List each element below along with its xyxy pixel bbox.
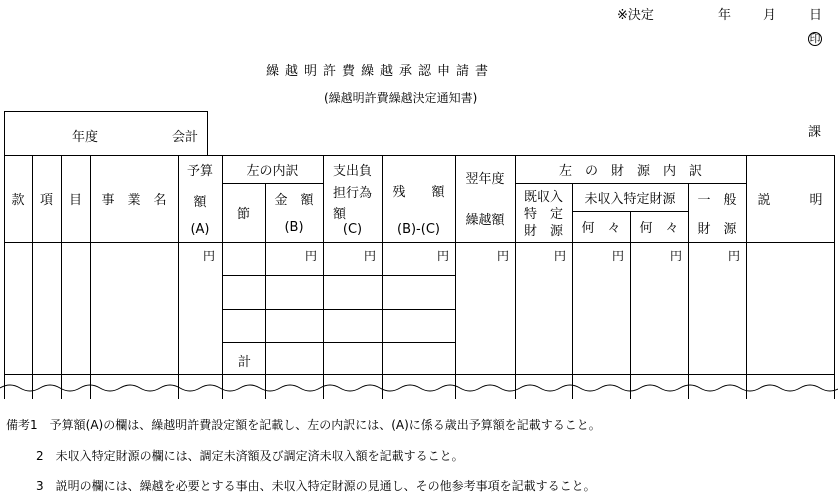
col-balance: 残 額 (392, 184, 445, 200)
col-expend-2: 担行為 (332, 185, 372, 201)
unit-yen-balance: 円 (437, 249, 450, 263)
unit-yen-budget: 円 (203, 249, 216, 263)
col-budget-top: 予算 (186, 163, 213, 179)
col-description: 説 明 (757, 193, 823, 208)
year-label: 年 (718, 8, 732, 23)
col-balance-formula: (B)-(C) (397, 221, 440, 237)
col-project-name: 事 業 名 (101, 193, 167, 208)
document-title: 繰越明許費繰越承認申請書 (266, 64, 495, 79)
seal-mark: 印 (809, 32, 821, 45)
rule (207, 111, 208, 155)
col-general-1: 一 般 (697, 192, 737, 208)
col-budget-a: (A) (190, 221, 210, 237)
col-expend-3: 額 (333, 206, 347, 222)
rule (455, 155, 456, 399)
unit-yen-general: 円 (728, 249, 741, 263)
col-nanigashi-2: 何 々 (639, 221, 679, 236)
day-label: 日 (809, 8, 823, 23)
rule (222, 342, 455, 343)
note-3: 3 説明の欄には、繰越を必要とする事由、未収入特定財源の見通し、その他参考事項を記載すること。 (36, 479, 596, 493)
unit-yen-amount: 円 (305, 249, 318, 263)
decision-mark: ※決定 (617, 8, 654, 23)
note-1: 備考1 予算額(A)の欄は、繰越明許費設定額を記載し、左の内訳には、(A)に係る歳出予算額を記載すること。 (6, 418, 601, 432)
unit-yen-nanigashi-2: 円 (670, 249, 683, 263)
rule (222, 309, 455, 310)
total-label: 計 (238, 355, 252, 370)
unit-yen-received: 円 (554, 249, 567, 263)
col-nanigashi-1: 何 々 (581, 221, 621, 236)
col-received-1: 既収入 (523, 189, 563, 205)
unit-yen-nanigashi-1: 円 (612, 249, 625, 263)
col-expend-c: (C) (342, 221, 363, 237)
col-moku: 目 (68, 193, 82, 208)
rule (222, 275, 455, 276)
rule (4, 242, 835, 243)
unit-yen-expend: 円 (364, 249, 377, 263)
col-setsu: 節 (236, 207, 250, 222)
col-finance-breakdown: 左 の 財 源 内 訳 (558, 163, 702, 179)
col-unreceived: 未収入特定財源 (584, 191, 676, 207)
fiscal-year-label: 年度 (72, 130, 99, 145)
table-continuation-wave (0, 374, 838, 404)
col-kou: 項 (39, 193, 53, 208)
account-label: 会計 (172, 130, 199, 145)
col-general-2: 財 源 (697, 221, 737, 237)
rule (834, 155, 835, 399)
col-next-year-2: 繰越額 (465, 212, 505, 228)
rule (4, 111, 208, 112)
col-expend-1: 支出負 (332, 163, 372, 179)
document-subtitle: (繰越明許費繰越決定通知書) (324, 91, 478, 105)
col-next-year-1: 翌年度 (465, 171, 505, 187)
section-label: 課 (808, 125, 822, 140)
note-2: 2 未収入特定財源の欄には、調定未済額及び調定済未収入額を記載すること。 (36, 449, 464, 463)
col-amount-b: (B) (284, 219, 304, 235)
col-received-3: 財 源 (523, 223, 563, 239)
col-breakdown: 左の内訳 (246, 163, 299, 179)
unit-yen-next-year: 円 (497, 249, 510, 263)
month-label: 月 (763, 8, 777, 23)
col-kan: 款 (11, 193, 25, 208)
col-budget-mid: 額 (193, 194, 207, 210)
col-received-2: 特 定 (523, 206, 563, 222)
col-amount: 金 額 (274, 192, 314, 208)
